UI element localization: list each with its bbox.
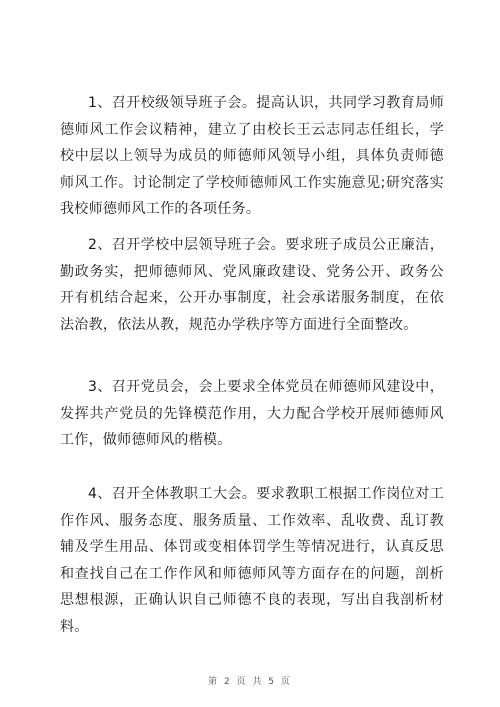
paragraph-3: 3、召开党员会，会上要求全体党员在师德师风建设中，发挥共产党员的先锋模范作用，大力配合学校开展师德师风工作，做师德师风的楷模。 bbox=[60, 379, 444, 448]
paragraph-4: 4、召开全体教职工大会。要求教职工根据工作岗位对工作作风、服务态度、服务质量、工作效率、乱收费、乱订教辅及学生用品、体罚或变相体罚学生等情况进行，认真反思和查找自己在工作作风和师德师风等方面存在的问题，剖析思想根源，正确认识自己师德不良的表现，写出自我剖析材料。 bbox=[60, 486, 444, 635]
paragraph-2: 2、召开学校中层领导班子会。要求班子成员公正廉洁，勤政务实，把师德师风、党风廉政建设、党务公开、政务公开有机结合起来，公开办事制度，社会承诺服务制度，在依法治教，依法从教，规范办学秩序等方面进行全面整改。 bbox=[60, 237, 444, 333]
paragraph-1: 1、召开校级领导班子会。提高认识，共同学习教育局师德师风工作会议精神，建立了由校长王云志同志任组长，学校中层以上领导为成员的师德师风领导小组，具体负责师德师风工作。讨论制定了学校师德师风工作实施意见;研究落实我校师德师风工作的各项任务。 bbox=[60, 95, 444, 217]
page-number-footer: 第 2 页 共 5 页 bbox=[208, 677, 292, 687]
